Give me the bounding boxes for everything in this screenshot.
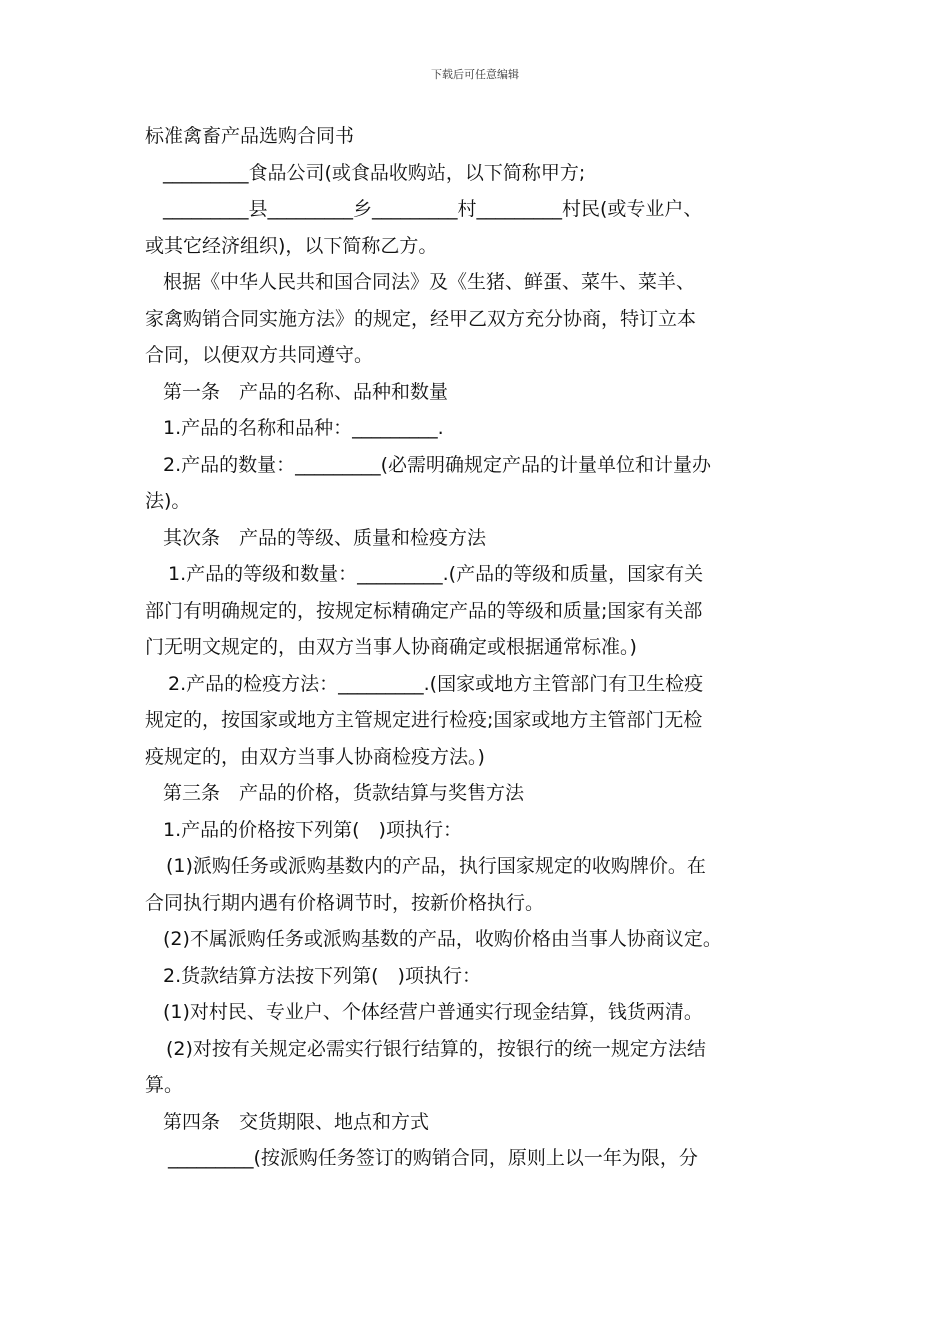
article-1-item-2-cont: 法)。 xyxy=(145,490,191,512)
page-header: 下载后可任意编辑 xyxy=(431,68,519,81)
preamble-line: 合同，以便双方共同遵守。 xyxy=(145,344,374,366)
contract-title: 标准禽畜产品选购合同书 xyxy=(145,125,355,147)
article-3-item-2: 2.货款结算方法按下列第( )项执行： xyxy=(163,964,481,987)
article-2-item-1-cont: 门无明文规定的，由双方当事人协商确定或根据通常标准。) xyxy=(145,636,637,658)
article-3-heading: 第三条 产品的价格，货款结算与奖售方法 xyxy=(163,782,525,804)
article-2-item-2-cont: 规定的，按国家或地方主管规定进行检疫;国家或地方主管部门无检 xyxy=(145,709,703,731)
party-a-line: _________食品公司(或食品收购站，以下简称甲方; xyxy=(163,161,586,184)
contract-body xyxy=(145,118,810,1177)
article-1-heading: 第一条 产品的名称、品种和数量 xyxy=(163,380,449,403)
article-2-item-1-cont: 部门有明确规定的，按规定标精确定产品的等级和质量;国家有关部 xyxy=(145,599,703,622)
preamble-line: 根据《中华人民共和国合同法》及《生猪、鲜蛋、菜牛、菜羊、 xyxy=(163,271,696,293)
article-3-item-2-option-2: (2)对按有关规定必需实行银行结算的，按银行的统一规定方法结 xyxy=(166,1037,706,1060)
article-3-item-2-option-2-cont: 算。 xyxy=(145,1074,184,1096)
article-4-heading: 第四条 交货期限、地点和方式 xyxy=(163,1110,430,1133)
party-b-line-cont: 或其它经济组织)，以下简称乙方。 xyxy=(145,234,438,257)
article-3-item-1-option-2: (2)不属派购任务或派购基数的产品，收购价格由当事人协商议定。 xyxy=(163,928,722,950)
article-3-item-2-option-1: (1)对村民、专业户、个体经营户普通实行现金结算，钱货两清。 xyxy=(163,1001,703,1023)
article-2-item-1: 1.产品的等级和数量：_________.(产品的等级和质量，国家有关 xyxy=(168,563,704,585)
article-3-item-1-option-1: (1)派购任务或派购基数内的产品，执行国家规定的收购牌价。在 xyxy=(166,855,706,877)
article-1-item-1: 1.产品的名称和品种：_________. xyxy=(163,417,444,439)
article-2-heading: 其次条 产品的等级、质量和检疫方法 xyxy=(163,526,487,549)
article-2-item-2: 2.产品的检疫方法：_________.(国家或地方主管部门有卫生检疫 xyxy=(168,672,704,695)
article-2-item-2-cont: 疫规定的，由双方当事人协商检疫方法。) xyxy=(145,745,485,768)
article-3-item-1-option-1-cont: 合同执行期内遇有价格调节时，按新价格执行。 xyxy=(145,891,545,914)
article-3-item-1: 1.产品的价格按下列第( )项执行： xyxy=(163,818,462,841)
article-4-text: _________(按派购任务签订的购销合同，原则上以一年为限，分 xyxy=(168,1147,698,1169)
party-b-line: _________县_________乡_________村_________村民(或专业户、 xyxy=(163,198,703,220)
preamble-line: 家禽购销合同实施方法》的规定，经甲乙双方充分协商，特订立本 xyxy=(145,307,697,330)
article-1-item-2: 2.产品的数量：_________(必需明确规定产品的计量单位和计量办 xyxy=(163,453,712,476)
